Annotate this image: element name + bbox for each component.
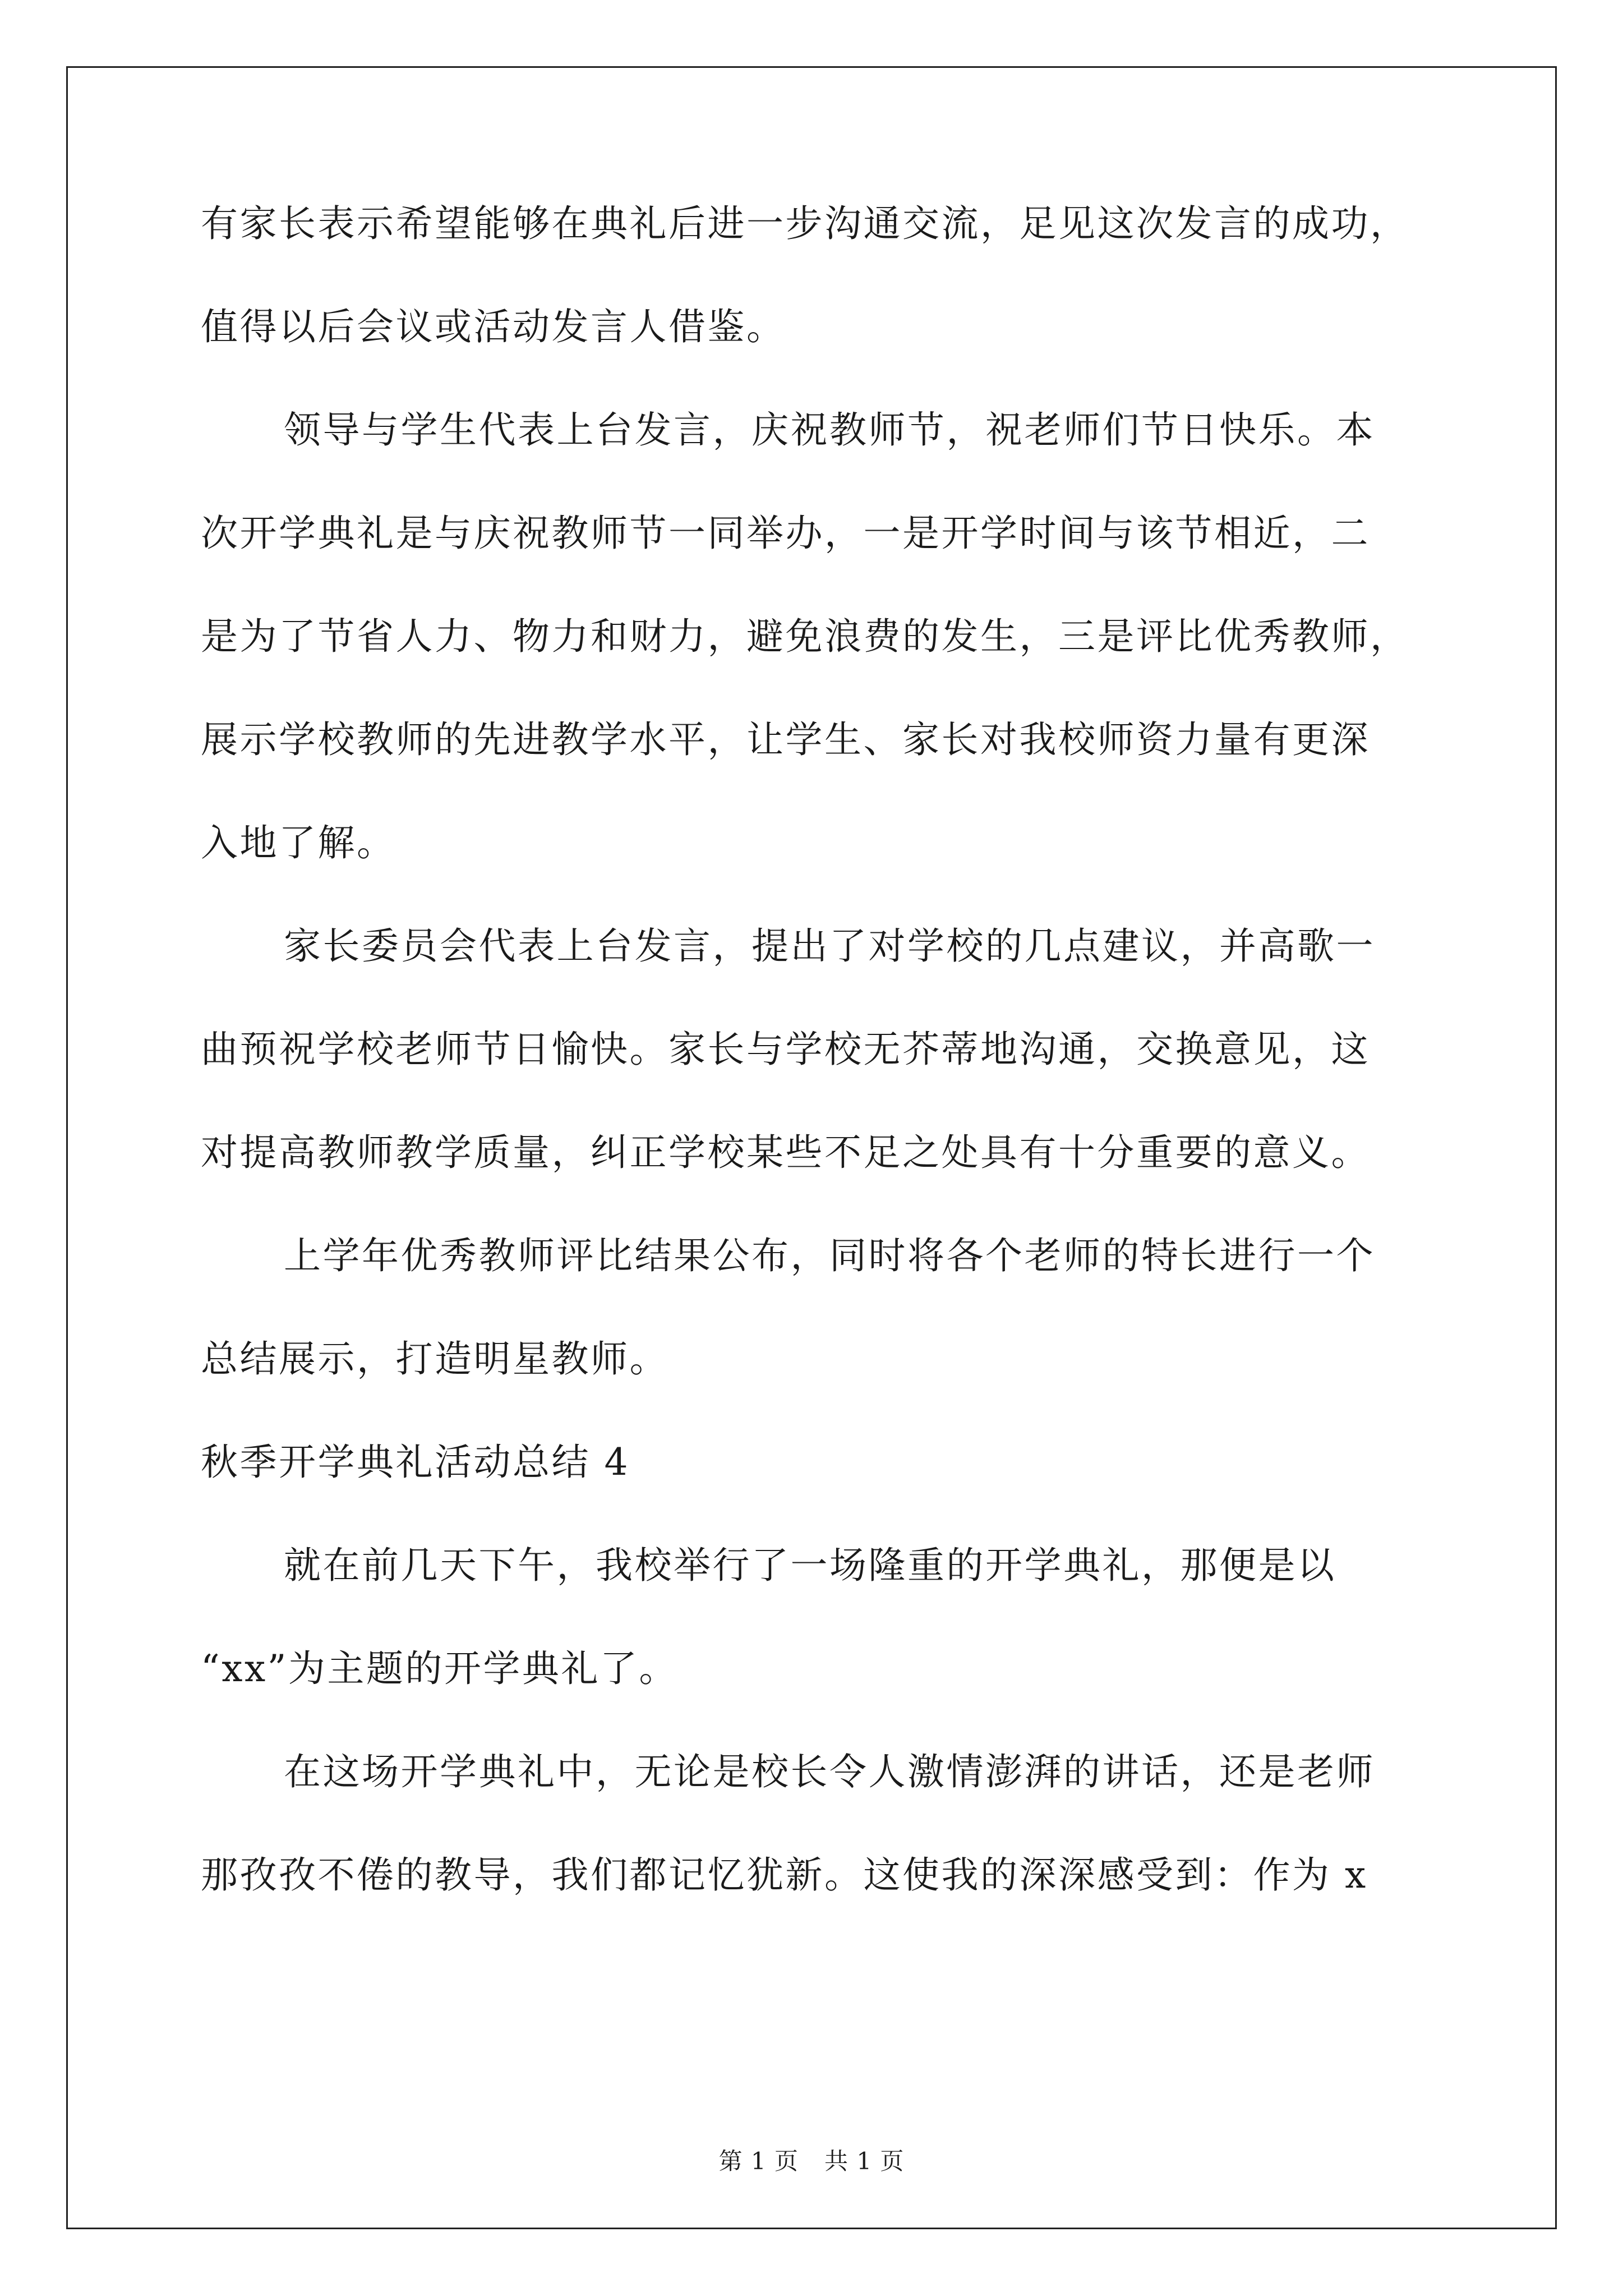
text-line: 值得以后会议或活动发言人借鉴。 <box>201 305 786 348</box>
section-heading: 秋季开学典礼活动总结 4 <box>201 1441 630 1484</box>
text-line: 总结展示，打造明星教师。 <box>201 1337 668 1381</box>
text-line: 是为了节省人力、物力和财力，避免浪费的发生，三是评比优秀教师， <box>201 615 1409 658</box>
paragraph-start: 家长委员会代表上台发言，提出了对学校的几点建议，并高歌一 <box>284 924 1375 968</box>
text-line: 次开学典礼是与庆祝教师节一同举办，一是开学时间与该节相近，二 <box>201 512 1370 555</box>
text-line: 对提高教师教学质量，纠正学校某些不足之处具有十分重要的意义。 <box>201 1131 1370 1174</box>
paragraph-start: 在这场开学典礼中，无论是校长令人激情澎湃的讲话，还是老师 <box>284 1750 1375 1793</box>
paragraph-start: 上学年优秀教师评比结果公布，同时将各个老师的特长进行一个 <box>284 1234 1375 1277</box>
page-total: 共 1 页 <box>824 2147 905 2175</box>
paragraph-start: 就在前几天下午，我校举行了一场隆重的开学典礼，那便是以 <box>284 1544 1336 1587</box>
text-line: 曲预祝学校老师节日愉快。家长与学校无芥蒂地沟通，交换意见，这 <box>201 1028 1370 1071</box>
text-line: 那孜孜不倦的教导，我们都记忆犹新。这使我的深深感受到：作为 x <box>201 1853 1368 1897</box>
document-body <box>201 197 1446 1952</box>
paragraph-start: 领导与学生代表上台发言，庆祝教师节，祝老师们节日快乐。本 <box>284 408 1375 452</box>
text-line: “xx”为主题的开学典礼了。 <box>201 1647 678 1690</box>
text-line: 入地了解。 <box>201 821 396 864</box>
page-number: 第 1 页 <box>718 2147 799 2175</box>
page-footer <box>0 2147 1623 2175</box>
text-line: 展示学校教师的先进教学水平，让学生、家长对我校师资力量有更深 <box>201 718 1370 761</box>
text-line: 有家长表示希望能够在典礼后进一步沟通交流，足见这次发言的成功， <box>201 202 1409 245</box>
